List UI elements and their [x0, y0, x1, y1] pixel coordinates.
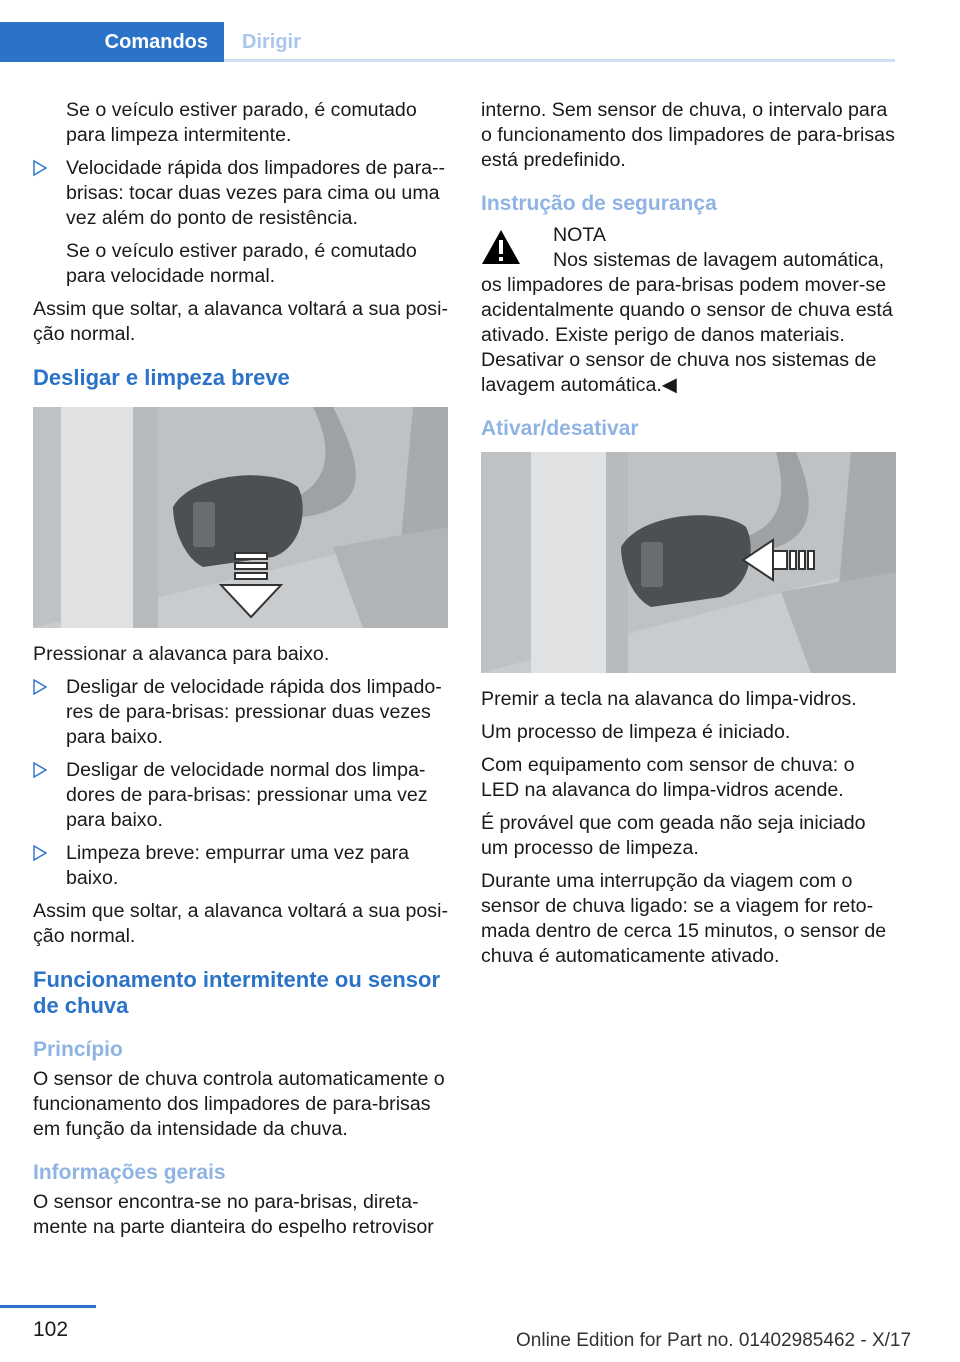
paragraph: O sensor de chuva controla automaticamente o funcionamento dos limpadores de para-brisas em função da intensidade da chuva.	[33, 1068, 445, 1140]
section-heading: Desligar e limpeza breve	[33, 365, 290, 390]
paragraph: Assim que soltar, a alavanca voltará a sua posição normal.	[33, 900, 448, 947]
paragraph: Premir a tecla na alavanca do limpa-vidros.	[481, 688, 857, 710]
list-item	[33, 841, 448, 891]
lever-down-image	[33, 407, 448, 628]
left-column	[33, 98, 448, 1248]
edition-note: Online Edition for Part no. 01402985462 - X/17	[516, 1330, 912, 1351]
tab-underline	[224, 59, 895, 62]
continued-text: interno. Sem sensor de chuva, o intervalo para o funcionamento dos limpadores de para-brisas está predefinido.	[481, 99, 895, 171]
subsection-heading: Informações gerais	[33, 1161, 226, 1184]
paragraph: Com equipamento com sensor de chuva: o LED na alavanca do limpa-vidros acende.	[481, 754, 855, 801]
note-label: NOTA	[553, 224, 606, 246]
section-heading: Funcionamento intermitente ou sensor de chuva	[33, 967, 441, 1018]
paragraph: Durante uma interrupção da viagem com o sensor de chuva ligado: se a viagem for retomada dentro de cerca 15 minutos, o sensor de chuva é automaticamente ativado.	[481, 870, 887, 967]
paragraph: Um processo de limpeza é iniciado.	[481, 721, 791, 743]
triangle-bullet-icon	[33, 678, 47, 696]
note-text-content: Nos sistemas de lavagem automática, os limpadores de para-brisas podem mover-se acidentalmente quando o sensor de chuva está ativado. Existe perigo de danos materiais. Desativar o sensor de chuva nos sistemas de lavagem automática.◀	[481, 249, 893, 396]
page-number: 102	[33, 1318, 69, 1341]
warning-icon	[481, 229, 521, 265]
paragraph: Pressionar a alavanca para baixo.	[33, 643, 330, 665]
tab-comandos[interactable]: Comandos	[0, 22, 224, 62]
paragraph: O sensor encontra-se no para-brisas, diretamente na parte dianteira do espelho retrovisor	[33, 1191, 434, 1238]
triangle-bullet-icon	[33, 844, 47, 862]
list-item-text: Desligar de velocidade normal dos limpadores de para-brisas: pressionar uma vez para baixo.	[66, 759, 428, 831]
safety-note	[481, 223, 896, 398]
continued-text: Se o veículo estiver parado, é comutado para velocidade normal.	[66, 240, 417, 287]
triangle-bullet-icon	[33, 761, 47, 779]
list-item	[33, 156, 448, 231]
header-tabs	[0, 22, 895, 62]
lever-button-image	[481, 452, 896, 673]
list-item	[33, 758, 448, 833]
paragraph: É provável que com geada não seja iniciado um processo de limpeza.	[481, 812, 866, 859]
triangle-bullet-icon	[33, 159, 47, 177]
subsection-heading: Princípio	[33, 1038, 123, 1061]
list-item	[33, 675, 448, 750]
paragraph: Assim que soltar, a alavanca voltará a sua posição normal.	[33, 298, 448, 345]
footer-rule	[0, 1305, 96, 1308]
list-item-text: Desligar de velocidade rápida dos limpadores de para-brisas: pressionar duas vezes para baixo.	[66, 676, 442, 748]
list-item-text: Limpeza breve: empurrar uma vez para baixo.	[66, 842, 410, 889]
tab-dirigir[interactable]: Dirigir	[242, 30, 301, 53]
note-text	[481, 248, 896, 398]
subsection-heading: Instrução de segurança	[481, 192, 717, 215]
subsection-heading: Ativar/desativar	[481, 417, 639, 440]
list-item-text: Velocidade rápida dos limpadores de para--brisas: tocar duas vezes para cima ou uma vez além do ponto de resistência.	[66, 157, 446, 229]
right-column	[481, 98, 896, 977]
continued-text: Se o veículo estiver parado, é comutado para limpeza intermitente.	[66, 99, 417, 146]
